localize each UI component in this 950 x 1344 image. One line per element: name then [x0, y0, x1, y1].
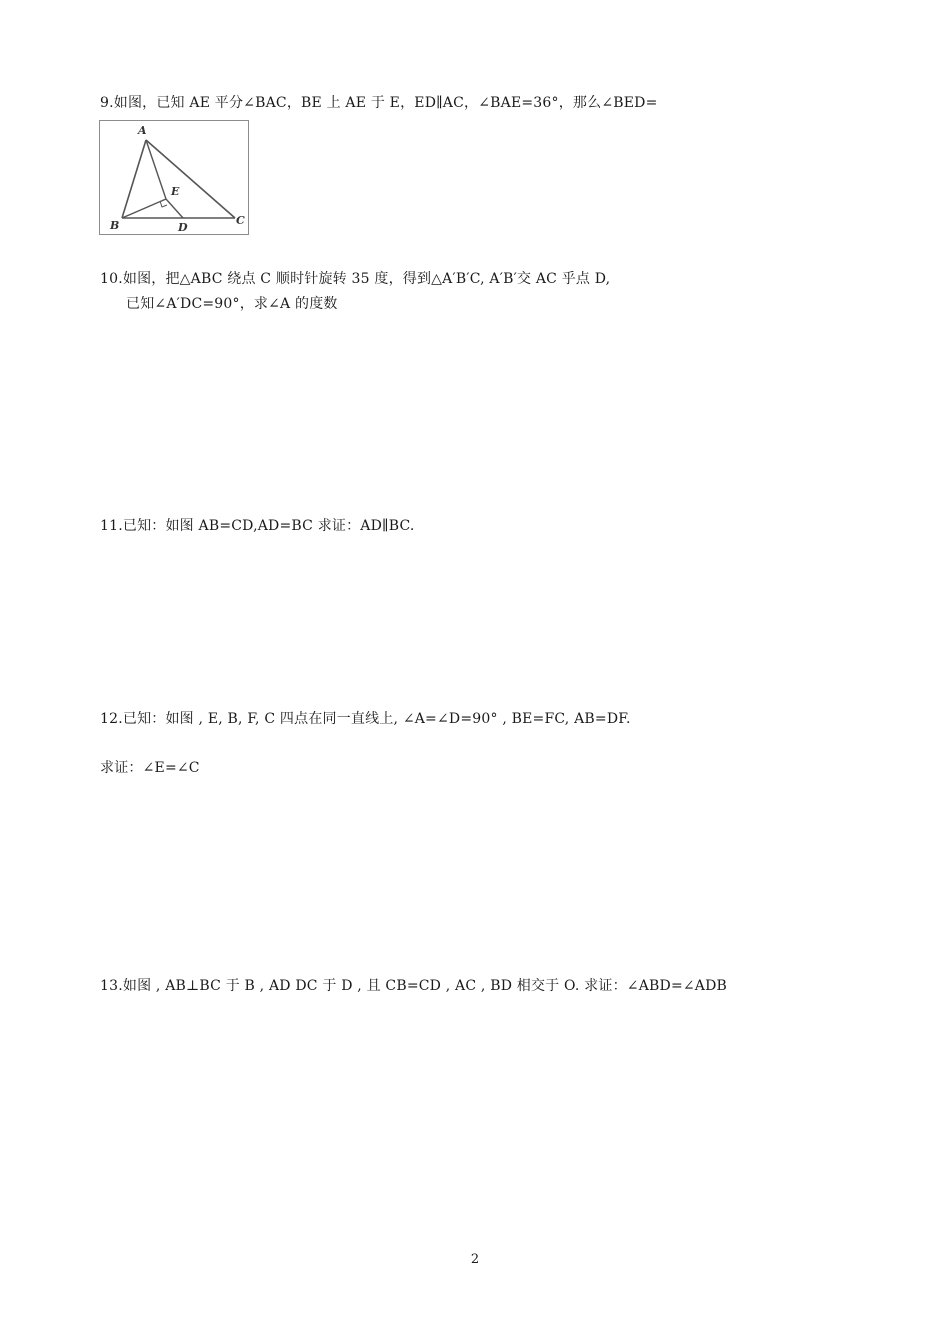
label-a: A: [138, 124, 147, 137]
question-10-line-2: 已知∠A′DC=90°，求∠A 的度数: [126, 296, 338, 312]
question-13-text: 13.如图 , AB⊥BC 于 B , AD DC 于 D , 且 CB=CD , AC , BD 相交于 O. 求证：∠ABD=∠ADB: [100, 978, 728, 994]
segment-be: [122, 199, 166, 218]
question-12-line-2: 求证：∠E=∠C: [100, 760, 200, 776]
label-e: E: [171, 185, 180, 198]
page-number: 2: [470, 1252, 480, 1267]
right-angle-mark: [160, 201, 167, 207]
segment-ab: [122, 140, 146, 218]
question-11-text: 11.已知：如图 AB=CD,AD=BC 求证：AD∥BC.: [100, 518, 415, 534]
segment-ed: [166, 199, 183, 218]
label-b: B: [110, 219, 120, 232]
question-12-line-1: 12.已知：如图 , E, B, F, C 四点在同一直线上, ∠A=∠D=90° , BE=FC, AB=DF.: [100, 711, 631, 727]
question-9-figure: [99, 120, 249, 235]
question-9-text: 9.如图，已知 AE 平分∠BAC，BE 上 AE 于 E，ED∥AC，∠BAE=36°，那么∠BED=: [100, 95, 658, 111]
label-c: C: [236, 214, 245, 227]
question-10-line-1: 10.如图，把△ABC 绕点 C 顺时针旋转 35 度，得到△A′B′C, A′B′交 AC 乎点 D,: [100, 271, 611, 287]
triangle-diagram: [100, 121, 250, 236]
label-d: D: [178, 221, 188, 234]
